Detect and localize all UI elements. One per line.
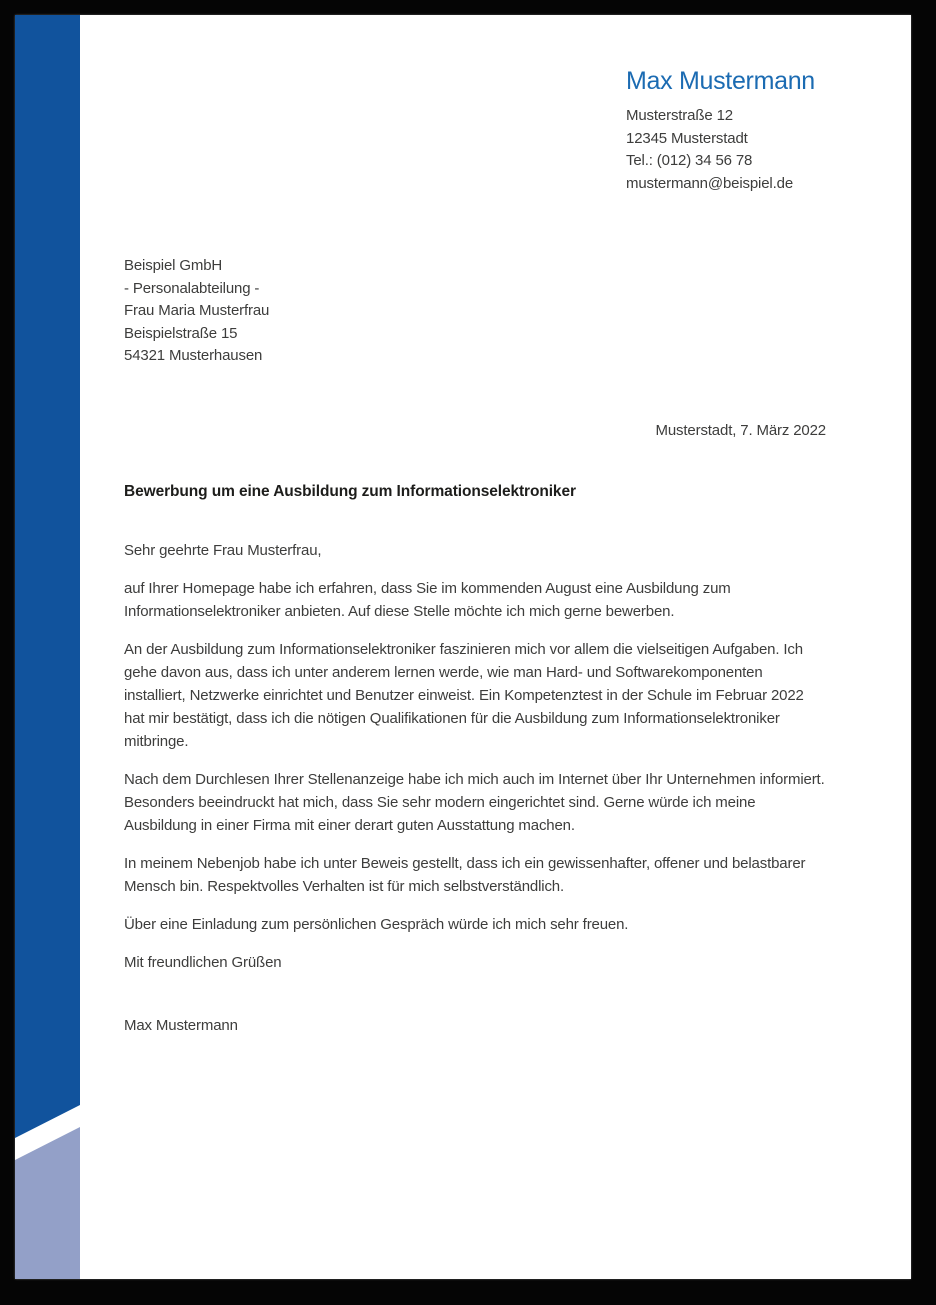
recipient-contact: Frau Maria Musterfrau xyxy=(124,302,270,319)
letter-body xyxy=(124,539,826,1037)
recipient-company: Beispiel GmbH xyxy=(124,257,223,274)
subject-line: Bewerbung um eine Ausbildung zum Informationselektroniker xyxy=(124,483,576,500)
sender-street: Musterstraße 12 xyxy=(626,107,733,124)
date-line: Musterstadt, 7. März 2022 xyxy=(655,422,826,439)
stripe-light-segment xyxy=(15,1127,80,1279)
stripe-dark-segment xyxy=(15,15,80,1138)
signature-name: Max Mustermann xyxy=(124,1017,238,1034)
sender-email: mustermann@beispiel.de xyxy=(626,174,794,192)
paragraph-5: Über eine Einladung zum persönlichen Gespräch würde ich mich sehr freuen. xyxy=(124,916,629,933)
letter-page xyxy=(15,15,911,1279)
closing: Mit freundlichen Grüßen xyxy=(124,954,282,971)
recipient-street: Beispielstraße 15 xyxy=(124,324,238,342)
sender-phone: Tel.: (012) 34 56 78 xyxy=(626,152,753,169)
paragraph-4: In meinem Nebenjob habe ich unter Beweis gestellt, dass ich ein gewissenhafter, offener und belastbarer Mensch bin. Respektvolles Verhalten ist für mich selbstverständlich. xyxy=(124,855,806,895)
recipient-block xyxy=(124,255,484,368)
paragraph-1: auf Ihrer Homepage habe ich erfahren, dass Sie im kommenden August eine Ausbildung zum Informationselektroniker anbieten. Auf diese Stelle möchte ich mich gerne bewerben. xyxy=(124,580,731,620)
recipient-city: 54321 Musterhausen xyxy=(124,347,263,364)
sender-city: 12345 Musterstadt xyxy=(626,129,748,147)
paragraph-2: An der Ausbildung zum Informationselektroniker faszinieren mich vor allem die vielseitigen Aufgaben. Ich gehe davon aus, dass ich unter anderem lernen werde, wie man Hard- und Softwarekomponenten installiert, Netzwerke einrichtet und Benutzer einweist. Ein Kompetenztest in der Schule im Februar 2022 hat mir bestätigt, dass ich die nötigen Qualifikationen für die Ausbildung zum Informationselektroniker mitbringe. xyxy=(124,641,804,750)
salutation: Sehr geehrte Frau Musterfrau, xyxy=(124,542,322,559)
paragraph-3: Nach dem Durchlesen Ihrer Stellenanzeige habe ich mich auch im Internet über Ihr Unternehmen informiert. Besonders beeindruckt hat mich, dass Sie sehr modern eingerichtet sind. Gerne würde ich meine Ausbildung in einer Firma mit einer derart guten Ausstattung machen. xyxy=(124,771,825,834)
sender-block xyxy=(626,67,896,195)
recipient-department: - Personalabteilung - xyxy=(124,279,260,297)
sender-name: Max Mustermann xyxy=(626,67,815,95)
left-accent-stripe xyxy=(15,15,80,1279)
